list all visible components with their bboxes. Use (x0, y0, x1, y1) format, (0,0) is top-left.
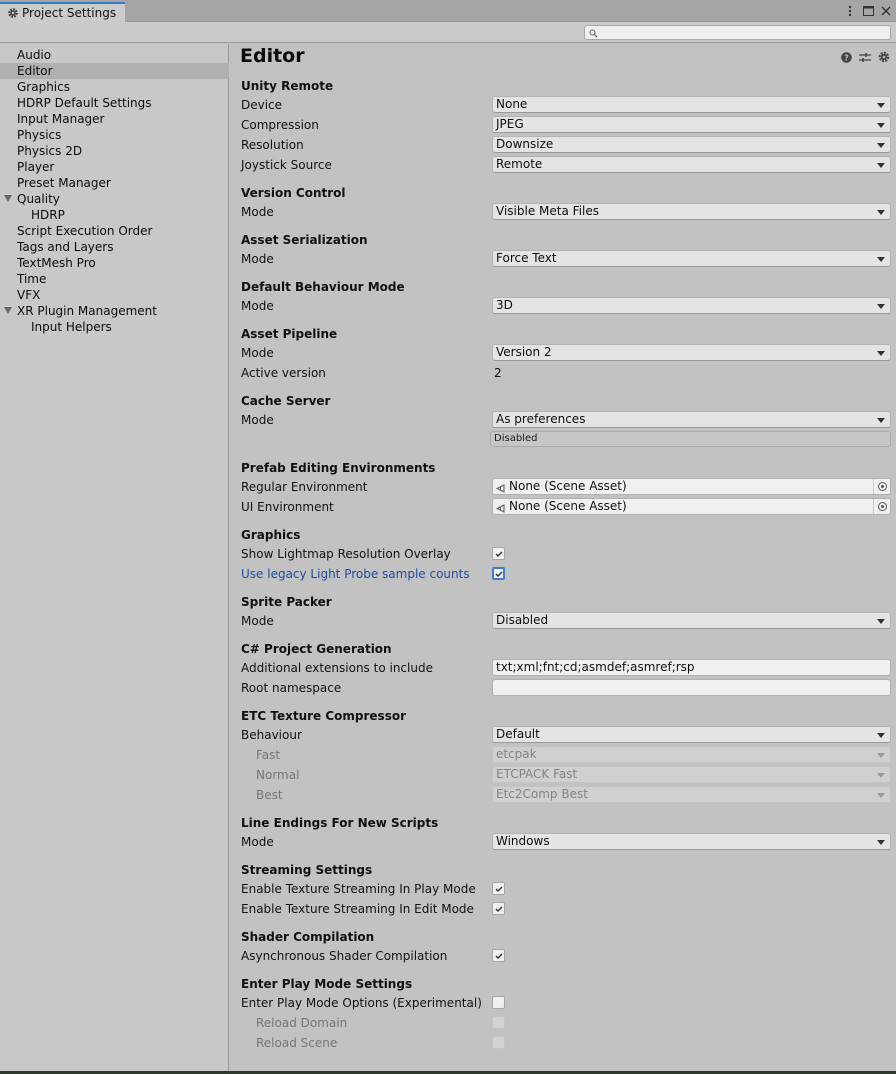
compression-dropdown[interactable] (492, 116, 891, 133)
dropdown-arrow-icon (877, 257, 885, 262)
project-settings-tab[interactable] (0, 2, 125, 22)
async-shader-compilation-label: Asynchronous Shader Compilation (241, 949, 448, 963)
dropdown-arrow-icon (877, 619, 885, 624)
active-version-value: 2 (494, 366, 502, 380)
sidebar-item-script-execution-order[interactable]: Script Execution Order (17, 224, 153, 238)
sidebar-item-label: XR Plugin Management (17, 304, 157, 318)
dropdown-value: Version 2 (496, 345, 552, 359)
etc-best-dropdown (492, 786, 891, 803)
gear-icon (6, 7, 19, 20)
dropdown-value: Disabled (496, 613, 549, 627)
sidebar-item-audio[interactable]: Audio (17, 48, 52, 62)
help-icon[interactable] (840, 51, 852, 63)
dropdown-arrow-icon (877, 418, 885, 423)
dropdown-value: Default (496, 727, 540, 741)
section-graphics: Graphics (241, 528, 301, 542)
dropdown-arrow-icon (877, 793, 885, 798)
version-control-mode-dropdown[interactable] (492, 203, 891, 220)
sprite-packer-mode-dropdown[interactable] (492, 612, 891, 629)
dropdown-value: 3D (496, 298, 513, 312)
ui-environment-field[interactable] (492, 498, 891, 515)
section-sprite-packer: Sprite Packer (241, 595, 332, 609)
sidebar-item-tags-and-layers[interactable]: Tags and Layers (17, 240, 114, 254)
dropdown-arrow-icon (877, 163, 885, 168)
settings-gear-icon[interactable] (878, 51, 890, 63)
legacy-light-probe-label: Use legacy Light Probe sample counts (241, 567, 470, 581)
section-shader-compilation: Shader Compilation (241, 930, 375, 944)
additional-extensions-input[interactable]: txt;xml;fnt;cd;asmdef;asmref;rsp (492, 659, 891, 676)
async-shader-compilation-checkbox[interactable] (492, 949, 505, 962)
close-icon[interactable] (880, 4, 892, 18)
device-dropdown[interactable] (492, 96, 891, 113)
joystick-source-dropdown[interactable] (492, 156, 891, 173)
default-behaviour-mode-label: Mode (241, 299, 274, 313)
section-prefab-editing-environments: Prefab Editing Environments (241, 461, 436, 475)
enter-play-mode-options-checkbox[interactable] (492, 996, 505, 1009)
etc-fast-dropdown (492, 746, 891, 763)
maximize-icon[interactable] (862, 4, 874, 18)
scene-asset-icon (496, 502, 505, 511)
cache-server-status-box: Disabled (490, 431, 891, 447)
section-streaming-settings: Streaming Settings (241, 863, 373, 877)
asset-pipeline-mode-label: Mode (241, 346, 274, 360)
version-control-mode-label: Mode (241, 205, 274, 219)
regular-environment-field[interactable] (492, 478, 891, 495)
default-behaviour-mode-dropdown[interactable] (492, 297, 891, 314)
line-endings-mode-label: Mode (241, 835, 274, 849)
dropdown-value: Windows (496, 834, 550, 848)
streaming-play-mode-label: Enable Texture Streaming In Play Mode (241, 882, 476, 896)
sidebar-item-preset-manager[interactable]: Preset Manager (17, 176, 111, 190)
line-endings-mode-dropdown[interactable] (492, 833, 891, 850)
sidebar-item-vfx[interactable]: VFX (17, 288, 41, 302)
root-namespace-label: Root namespace (241, 681, 342, 695)
search-toolbar (0, 22, 896, 43)
page-title: Editor (240, 45, 305, 67)
etc-best-label: Best (256, 788, 283, 802)
reload-scene-checkbox (492, 1036, 505, 1049)
dropdown-value: Remote (496, 157, 543, 171)
etc-normal-dropdown (492, 766, 891, 783)
reload-domain-label: Reload Domain (256, 1016, 348, 1030)
sidebar-item-player[interactable]: Player (17, 160, 55, 174)
root-namespace-input[interactable] (492, 679, 891, 696)
object-field-value: None (Scene Asset) (509, 499, 627, 513)
dropdown-value: ETCPACK Fast (496, 767, 578, 781)
more-options-icon[interactable] (844, 4, 856, 18)
checkmark-icon (494, 904, 504, 914)
dropdown-value: Force Text (496, 251, 557, 265)
active-version-label: Active version (241, 366, 326, 380)
sidebar-item-input-helpers[interactable]: Input Helpers (31, 320, 112, 334)
asset-pipeline-mode-dropdown[interactable] (492, 344, 891, 361)
sidebar-item-time[interactable]: Time (17, 272, 47, 286)
legacy-light-probe-checkbox[interactable] (492, 567, 505, 580)
regular-environment-label: Regular Environment (241, 480, 368, 494)
sidebar-item-editor[interactable]: Editor (0, 63, 229, 79)
section-asset-pipeline: Asset Pipeline (241, 327, 338, 341)
dropdown-arrow-icon (877, 773, 885, 778)
streaming-edit-mode-checkbox[interactable] (492, 902, 505, 915)
expand-triangle-icon[interactable] (4, 307, 12, 314)
dropdown-arrow-icon (877, 351, 885, 356)
dropdown-arrow-icon (877, 123, 885, 128)
sidebar-item-hdrp[interactable]: HDRP (31, 208, 65, 222)
section-asset-serialization: Asset Serialization (241, 233, 368, 247)
resolution-label: Resolution (241, 138, 304, 152)
dropdown-value: etcpak (496, 747, 537, 761)
dropdown-arrow-icon (877, 753, 885, 758)
enter-play-mode-options-label: Enter Play Mode Options (Experimental) (241, 996, 482, 1010)
streaming-play-mode-checkbox[interactable] (492, 882, 505, 895)
dropdown-value: None (496, 97, 528, 111)
sidebar-item-physics-2d[interactable]: Physics 2D (17, 144, 83, 158)
window-tab-bar (0, 0, 896, 22)
joystick-source-label: Joystick Source (241, 158, 332, 172)
reload-scene-label: Reload Scene (256, 1036, 338, 1050)
object-picker-icon[interactable] (873, 499, 890, 514)
additional-extensions-label: Additional extensions to include (241, 661, 433, 675)
dropdown-arrow-icon (877, 103, 885, 108)
sidebar-item-xr-plugin-management[interactable] (0, 303, 229, 319)
dropdown-arrow-icon (877, 840, 885, 845)
section-cache-server: Cache Server (241, 394, 331, 408)
checkmark-icon (494, 951, 504, 961)
object-field-value: None (Scene Asset) (509, 479, 627, 493)
lightmap-overlay-checkbox[interactable] (492, 547, 505, 560)
resolution-dropdown[interactable] (492, 136, 891, 153)
sidebar-item-graphics[interactable]: Graphics (17, 80, 70, 94)
dropdown-arrow-icon (877, 733, 885, 738)
checkmark-icon (494, 884, 504, 894)
search-icon (589, 27, 598, 36)
compression-label: Compression (241, 118, 319, 132)
checkmark-icon (494, 569, 504, 579)
checkmark-icon (494, 549, 504, 559)
sprite-packer-mode-label: Mode (241, 614, 274, 628)
etc-fast-label: Fast (256, 748, 281, 762)
sidebar-item-quality[interactable] (0, 191, 229, 207)
sidebar-item-textmesh-pro[interactable]: TextMesh Pro (17, 256, 96, 270)
dropdown-value: JPEG (496, 117, 524, 131)
dropdown-value: Visible Meta Files (496, 204, 599, 218)
etc-normal-label: Normal (256, 768, 300, 782)
cache-server-mode-label: Mode (241, 413, 274, 427)
reload-domain-checkbox (492, 1016, 505, 1029)
dropdown-arrow-icon (877, 210, 885, 215)
object-picker-icon[interactable] (873, 479, 890, 494)
lightmap-overlay-label: Show Lightmap Resolution Overlay (241, 547, 451, 561)
sidebar-item-physics[interactable]: Physics (17, 128, 62, 142)
ui-environment-label: UI Environment (241, 500, 334, 514)
dropdown-arrow-icon (877, 304, 885, 309)
section-enter-play-mode-settings: Enter Play Mode Settings (241, 977, 413, 991)
section-etc-texture-compressor: ETC Texture Compressor (241, 709, 406, 723)
etc-behaviour-dropdown[interactable] (492, 726, 891, 743)
sidebar-item-hdrp-default-settings[interactable]: HDRP Default Settings (17, 96, 152, 110)
cache-server-mode-dropdown[interactable] (492, 411, 891, 428)
editor-settings-panel (230, 44, 896, 1074)
dropdown-value: Downsize (496, 137, 554, 151)
asset-serialization-mode-label: Mode (241, 252, 274, 266)
expand-triangle-icon[interactable] (4, 195, 12, 202)
dropdown-value: Etc2Comp Best (496, 787, 588, 801)
search-input[interactable] (584, 25, 891, 40)
scene-asset-icon (496, 482, 505, 491)
device-label: Device (241, 98, 283, 112)
section-line-endings: Line Endings For New Scripts (241, 816, 439, 830)
etc-behaviour-label: Behaviour (241, 728, 302, 742)
section-unity-remote: Unity Remote (241, 79, 334, 93)
section-csharp-project-generation: C# Project Generation (241, 642, 392, 656)
tab-title: Project Settings (22, 6, 117, 20)
dropdown-value: As preferences (496, 412, 586, 426)
section-version-control: Version Control (241, 186, 346, 200)
svg-text:?: ? (843, 53, 849, 63)
streaming-edit-mode-label: Enable Texture Streaming In Edit Mode (241, 902, 474, 916)
asset-serialization-mode-dropdown[interactable] (492, 250, 891, 267)
dropdown-arrow-icon (877, 143, 885, 148)
sidebar-item-label: Quality (17, 192, 60, 206)
presets-icon[interactable] (859, 51, 871, 63)
settings-sidebar (0, 44, 229, 1074)
sidebar-item-input-manager[interactable]: Input Manager (17, 112, 105, 126)
section-default-behaviour-mode: Default Behaviour Mode (241, 280, 405, 294)
